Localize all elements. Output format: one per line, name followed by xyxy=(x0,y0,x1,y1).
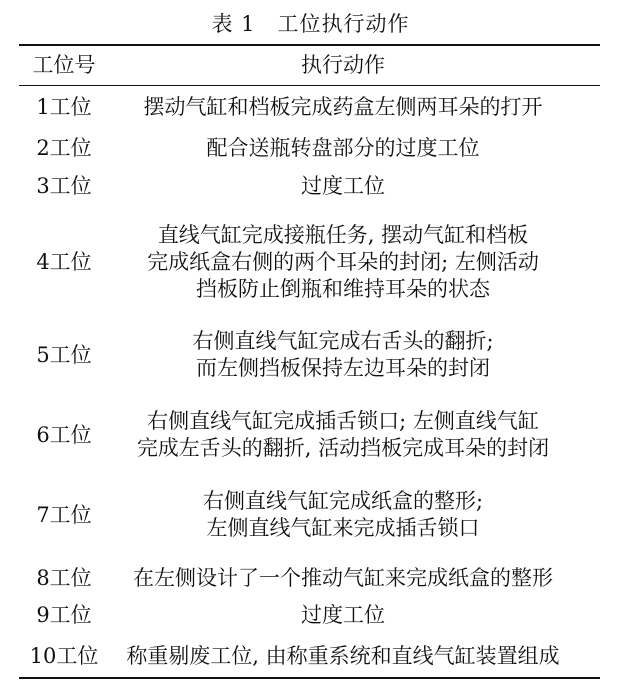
action-line: 完成纸盒右侧的两个耳朵的封闭; 左侧活动 xyxy=(147,250,539,274)
row-9-station: 9工位 xyxy=(36,602,92,627)
row-4-action xyxy=(104,222,582,303)
row-8-station: 8工位 xyxy=(36,565,92,590)
action-line: 挡板防止倒瓶和维持耳朵的状态 xyxy=(196,277,490,301)
action-line: 左侧直线气缸来完成插舌锁口 xyxy=(206,516,480,540)
action-line: 过度工位 xyxy=(301,173,385,198)
action-line: 摆动气缸和档板完成药盒左侧两耳朵的打开 xyxy=(143,94,543,119)
action-line: 右侧直线气缸完成纸盒的整形; xyxy=(202,489,484,513)
action-line: 完成左舌头的翻折, 活动挡板完成耳朵的封闭 xyxy=(136,436,550,460)
row-4-station: 4工位 xyxy=(36,250,92,274)
action-line: 右侧直线气缸完成插舌锁口; 左侧直线气缸 xyxy=(147,409,539,433)
row-2-action xyxy=(104,130,582,166)
row-1-station: 1工位 xyxy=(36,94,92,119)
row-2-station: 2工位 xyxy=(36,135,92,160)
row-3-action xyxy=(104,168,582,204)
action-line: 过度工位 xyxy=(301,602,385,627)
action-line: 而左侧挡板保持左边耳朵的封闭 xyxy=(196,356,490,380)
row-9-action xyxy=(104,597,582,633)
row-1-action xyxy=(104,89,582,125)
row-7-action xyxy=(104,488,582,542)
table-caption: 表 1 工位执行动作 xyxy=(211,12,410,36)
row-8-action xyxy=(104,560,582,596)
table-bottom-rule xyxy=(19,677,600,679)
action-line: 直线气缸完成接瓶任务, 摆动气缸和档板 xyxy=(157,223,529,247)
row-5-action xyxy=(104,328,582,382)
action-line: 在左侧设计了一个推动气缸来完成纸盒的整形 xyxy=(133,565,553,590)
action-line: 配合送瓶转盘部分的过度工位 xyxy=(206,135,480,160)
row-10-action xyxy=(104,638,582,674)
row-7-station: 7工位 xyxy=(36,502,92,527)
row-3-station: 3工位 xyxy=(36,173,92,198)
action-line: 右侧直线气缸完成右舌头的翻折; xyxy=(192,329,494,353)
row-6-action xyxy=(104,408,582,462)
table-header-rule xyxy=(19,85,600,86)
row-6-station: 6工位 xyxy=(36,422,92,447)
row-10-station: 10工位 xyxy=(29,643,99,668)
header-action: 执行动作 xyxy=(301,53,385,77)
header-station-number: 工位号 xyxy=(32,53,96,77)
action-line: 称重剔废工位, 由称重系统和直线气缸装置组成 xyxy=(126,643,560,668)
row-5-station: 5工位 xyxy=(36,342,92,367)
